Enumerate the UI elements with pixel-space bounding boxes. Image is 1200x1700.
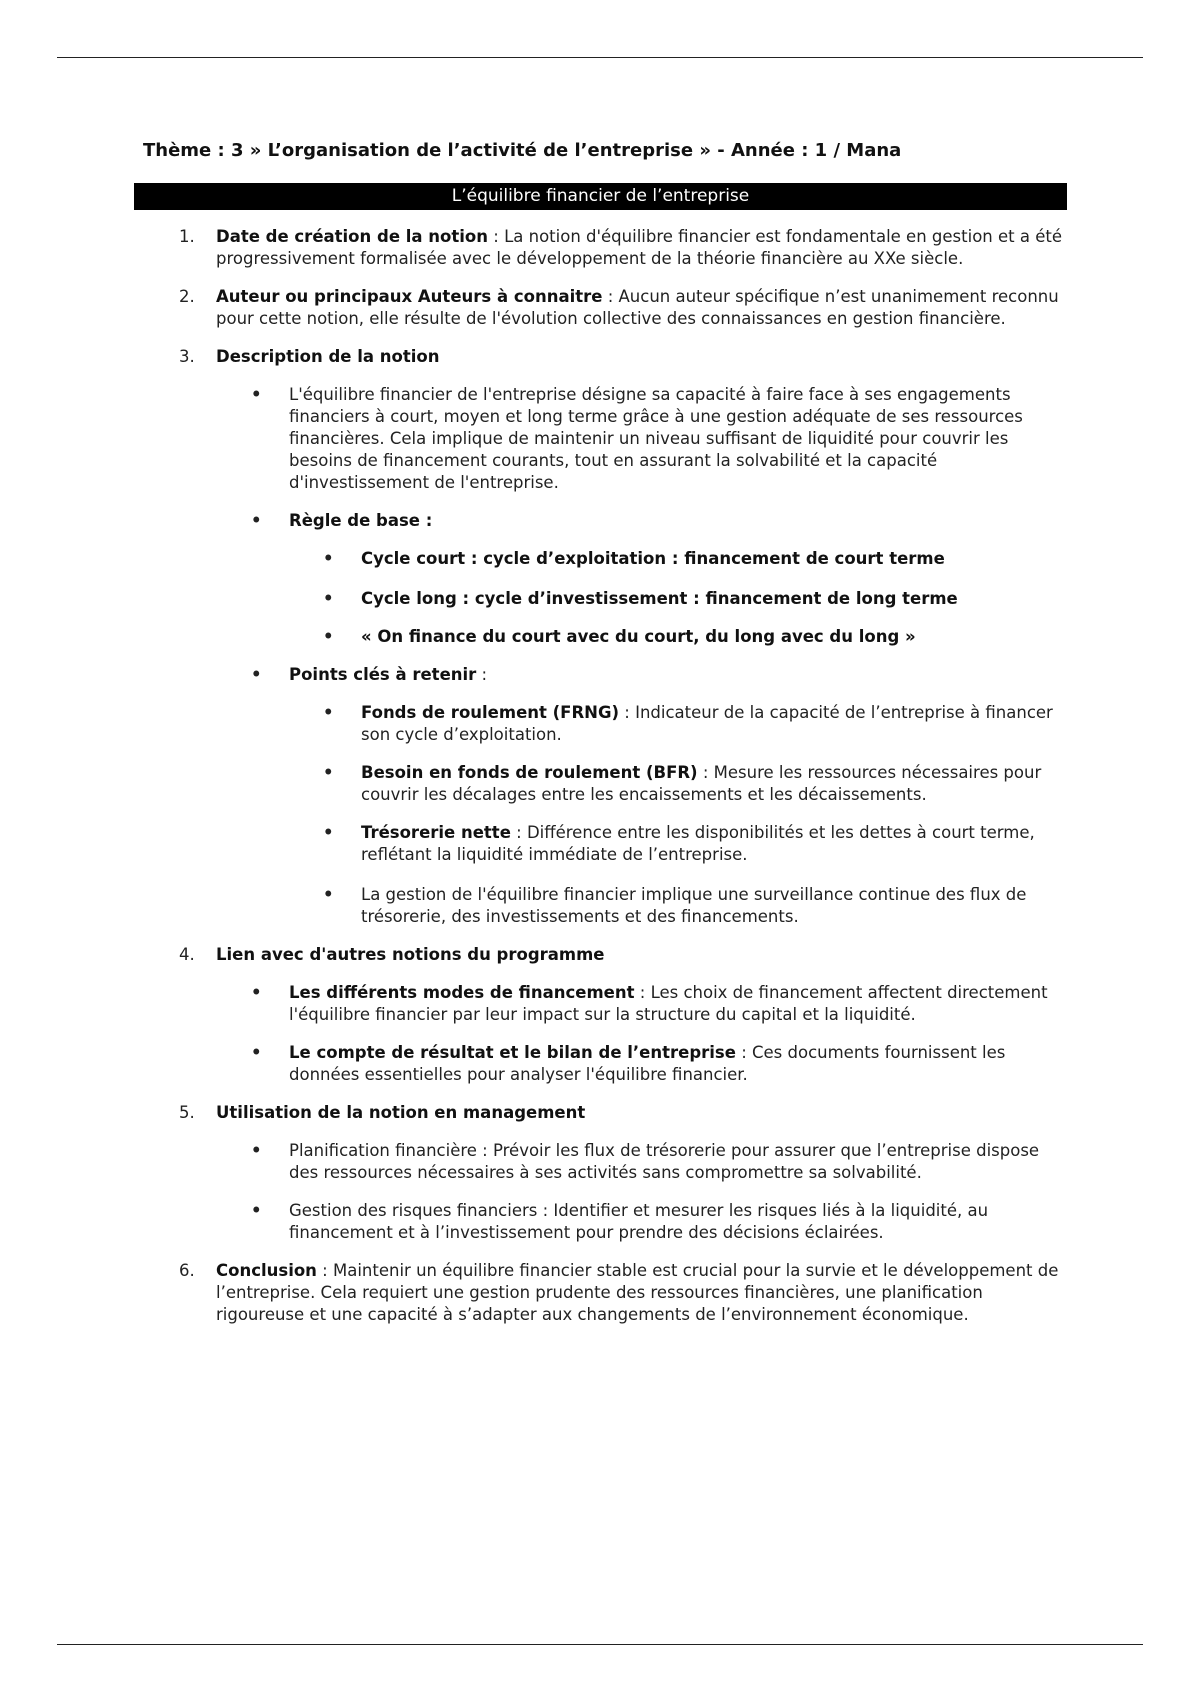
bullet-icon: • [251,983,262,1002]
bottom-rule [57,1644,1143,1645]
section-title: Description de la notion [216,347,440,366]
section-6 [0,1260,1200,1326]
list-item [0,702,1200,746]
list-item [0,510,1200,532]
list-item-text: Gestion des risques financiers : Identifier et mesurer les risques liés à la liquidité, au financement et à l’investissement pour prendre des décisions éclairées. [289,1201,989,1242]
section-5 [0,1102,1200,1124]
bullet-icon: • [323,589,334,608]
list-item [0,1140,1200,1184]
section-text: : Maintenir un équilibre financier stable est crucial pour la survie et le développement de l’entreprise. Cela requiert une gestion prudente des ressources financières, une planification rigoureuse et une capacité à s’adapter aux changements de l’environnement économique. [216,1261,1059,1324]
list-item [0,384,1200,494]
list-item-title: Les différents modes de financement [289,983,635,1002]
bullet-icon: • [323,549,334,568]
page-title: L’équilibre financier de l’entreprise [134,183,1067,210]
bullet-icon: • [323,823,334,842]
bullet-icon: • [251,1043,262,1062]
bullet-icon: • [323,703,334,722]
section-title: Conclusion [216,1261,317,1280]
list-item-text: : Différence entre les disponibilités et les dettes à court terme, reflétant la liquidité immédiate de l’entreprise. [361,823,1035,864]
document-body [0,226,1200,1326]
section-text: : Aucun auteur spécifique n’est unanimement reconnu pour cette notion, elle résulte de l'évolution collective des connaissances en gestion financière. [216,287,1059,328]
list-item-title: Règle de base : [289,511,433,530]
list-item [0,884,1200,928]
list-item-title: Points clés à retenir [289,665,477,684]
list-item-title: Besoin en fonds de roulement (BFR) [361,763,698,782]
list-item-text: Cycle court : cycle d’exploitation : financement de court terme [361,549,945,568]
bullet-icon: • [251,1141,262,1160]
list-item-text: : Les choix de financement affectent directement l'équilibre financier par leur impact sur la structure du capital et la liquidité. [289,983,1048,1024]
list-item [0,982,1200,1026]
list-item-text: : Mesure les ressources nécessaires pour couvrir les décalages entre les encaissements et les décaissements. [361,763,1042,804]
section-number: 2. [179,287,195,306]
bullet-icon: • [323,885,334,904]
list-item-title: Le compte de résultat et le bilan de l’entreprise [289,1043,736,1062]
list-item-text: Cycle long : cycle d’investissement : financement de long terme [361,589,958,608]
bullet-icon: • [251,1201,262,1220]
section-text: : La notion d'équilibre financier est fondamentale en gestion et a été progressivement formalisée avec le développement de la théorie financière au XXe siècle. [216,227,1062,268]
list-item [0,1200,1200,1244]
list-item [0,822,1200,866]
section-title: Utilisation de la notion en management [216,1103,586,1122]
section-1 [0,226,1200,270]
section-number: 4. [179,945,195,964]
bullet-icon: • [323,763,334,782]
list-item [0,1042,1200,1086]
top-rule [57,57,1143,58]
list-item-text: : Ces documents fournissent les données essentielles pour analyser l'équilibre financier. [289,1043,1006,1084]
theme-header: Thème : 3 » L’organisation de l’activité de l’entreprise » - Année : 1 / Mana [143,140,902,161]
list-item [0,548,1200,570]
list-item [0,588,1200,610]
section-title: Lien avec d'autres notions du programme [216,945,605,964]
section-title: Date de création de la notion [216,227,489,246]
list-item-text: « On finance du court avec du court, du long avec du long » [361,627,916,646]
list-item-title: Fonds de roulement (FRNG) [361,703,620,722]
list-item-text: L'équilibre financier de l'entreprise désigne sa capacité à faire face à ses engagements financiers à court, moyen et long terme grâce à une gestion adéquate de ses ressources financières. Cela implique de maintenir un niveau suffisant de liquidité pour couvrir les besoins de financement courants, tout en assurant la solvabilité et la capacité d'investissement de l'entreprise. [289,385,1023,492]
list-item-title: Trésorerie nette [361,823,511,842]
bullet-icon: • [251,511,262,530]
list-item [0,664,1200,686]
bullet-icon: • [251,665,262,684]
bullet-icon: • [323,627,334,646]
list-item [0,762,1200,806]
section-3 [0,346,1200,368]
list-item-text: : [476,665,488,684]
section-number: 3. [179,347,195,366]
section-number: 6. [179,1261,195,1280]
section-4 [0,944,1200,966]
section-number: 1. [179,227,195,246]
list-item-text: La gestion de l'équilibre financier implique une surveillance continue des flux de trésorerie, des investissements et des financements. [361,885,1027,926]
list-item-text: : Indicateur de la capacité de l’entreprise à financer son cycle d’exploitation. [361,703,1053,744]
section-title: Auteur ou principaux Auteurs à connaitre [216,287,603,306]
list-item-text: Planification financière : Prévoir les flux de trésorerie pour assurer que l’entreprise dispose des ressources nécessaires à ses activités sans compromettre sa solvabilité. [289,1141,1040,1182]
list-item [0,626,1200,648]
bullet-icon: • [251,385,262,404]
section-2 [0,286,1200,330]
section-number: 5. [179,1103,195,1122]
